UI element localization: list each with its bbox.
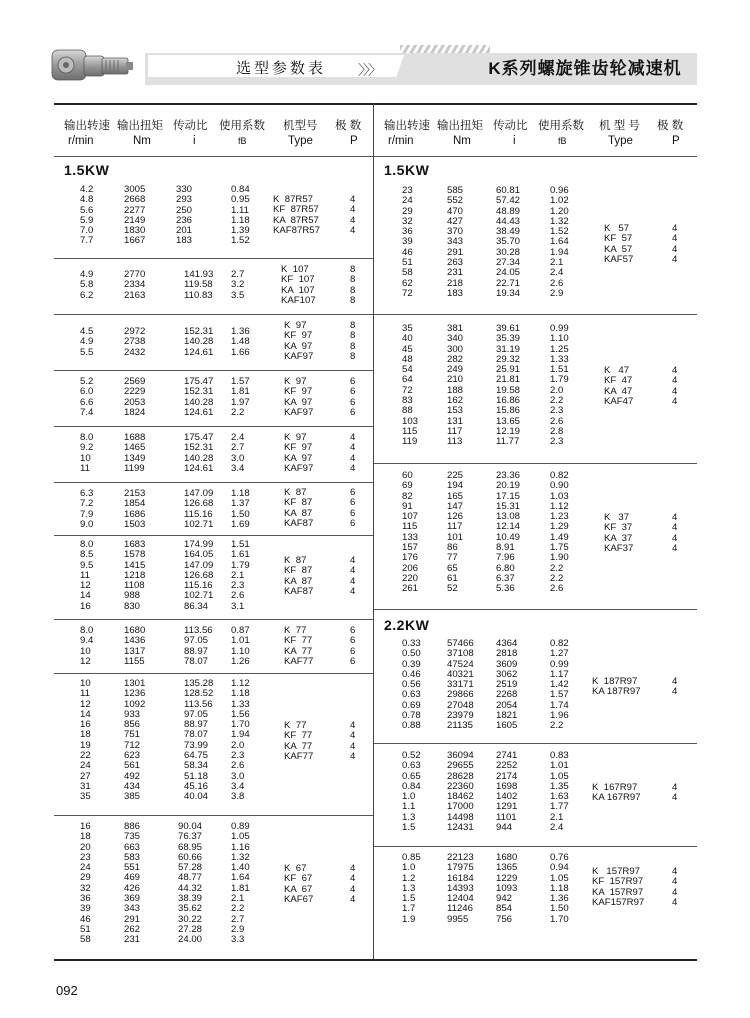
row-divider bbox=[374, 314, 697, 315]
speed-header: 输出转速 bbox=[384, 120, 430, 132]
speed-cell: 0.52 0.63 0.65 0.84 1.0 1.1 1.3 1.5 bbox=[402, 750, 421, 834]
model-cell: K 97 KF 97 KA 97 KAF97 bbox=[284, 432, 314, 474]
poles-cell: 4 4 4 4 bbox=[672, 365, 678, 407]
factor-header: 使用系数 bbox=[219, 120, 265, 132]
power-heading: 2.2KW bbox=[384, 617, 430, 633]
model-cell: K 157R97 KF 157R97 KA 157R97 KAF157R97 bbox=[592, 866, 645, 908]
torque-header: 输出扭矩 bbox=[437, 120, 483, 132]
torque-cell: 36094 29655 28628 22360 18462 17000 14498 12431 bbox=[447, 750, 474, 834]
poles-cell: 6 6 6 6 bbox=[350, 376, 356, 418]
speed-cell: 35 40 45 48 54 64 72 83 88 103 115 119 bbox=[402, 323, 419, 448]
poles-cell: 6 6 6 6 bbox=[350, 625, 356, 667]
model-header: 机 型 号 bbox=[599, 120, 640, 132]
ratio-cell: 39.61 35.39 31.19 29.32 25.91 21.81 19.58 16.86 15.86 13.65 12.19 11.77 bbox=[496, 323, 521, 448]
speed-header: 输出转速 bbox=[64, 120, 110, 132]
factor-cell: 1.57 1.81 1.97 2.2 bbox=[231, 376, 250, 418]
power-heading: 1.5KW bbox=[384, 162, 430, 178]
ratio-cell: 135.28 128.52 113.56 97.05 88.97 78.07 73.99 64.75 58.34 51.18 45.16 40.04 bbox=[184, 678, 214, 803]
poles-unit: P bbox=[672, 135, 680, 147]
row-divider bbox=[54, 673, 373, 674]
factor-cell: 2.4 2.7 3.0 3.4 bbox=[231, 432, 245, 474]
torque-cell: 57466 37108 47524 40321 33171 29866 27048 23979 21135 bbox=[447, 638, 474, 732]
ratio-header: 传动比 bbox=[173, 120, 208, 132]
factor-cell: 0.96 1.02 1.20 1.32 1.52 1.64 1.94 2.1 2.4 2.6 2.9 bbox=[550, 185, 569, 299]
model-cell: K 67 KF 67 KA 67 KAF67 bbox=[284, 863, 314, 905]
speed-cell: 8.0 8.5 9.5 11 12 14 16 bbox=[80, 539, 94, 612]
model-cell: K 87 KF 87 KA 87 KAF87 bbox=[284, 555, 314, 597]
ratio-header: 传动比 bbox=[493, 120, 528, 132]
speed-cell: 4.5 4.9 5.5 bbox=[80, 326, 94, 358]
factor-cell: 0.99 1.10 1.25 1.33 1.51 1.79 2.0 2.2 2.3 2.6 2.8 2.3 bbox=[550, 323, 569, 448]
poles-cell: 6 6 6 6 bbox=[350, 487, 356, 529]
header-divider bbox=[54, 156, 697, 157]
ratio-cell: 152.31 140.28 124.61 bbox=[184, 326, 214, 358]
gear-reducer-logo bbox=[50, 42, 135, 84]
ratio-cell: 2741 2252 2174 1698 1402 1291 1101 944 bbox=[496, 750, 518, 834]
model-cell: K 77 KF 77 KA 77 KAF77 bbox=[284, 720, 314, 762]
speed-cell: 16 18 20 23 24 29 32 36 39 46 51 58 bbox=[80, 821, 91, 946]
model-unit: Type bbox=[288, 135, 313, 147]
page-number: 092 bbox=[56, 983, 78, 998]
torque-cell: 225 194 165 147 126 117 101 86 77 65 61 52 bbox=[447, 470, 464, 595]
model-cell: K 87 KF 87 KA 87 KAF87 bbox=[284, 487, 314, 529]
factor-cell: 1.51 1.61 1.79 2.1 2.3 2.6 3.1 bbox=[231, 539, 250, 612]
speed-cell: 0.85 1.0 1.2 1.3 1.5 1.7 1.9 bbox=[402, 852, 421, 925]
torque-cell: 1688 1465 1349 1199 bbox=[124, 432, 146, 474]
row-divider bbox=[54, 258, 373, 259]
row-divider bbox=[374, 463, 697, 464]
series-title: K系列螺旋锥齿轮减速机 bbox=[488, 59, 682, 78]
ratio-unit: i bbox=[193, 135, 196, 147]
power-heading: 1.5KW bbox=[64, 162, 110, 178]
model-header: 机型号 bbox=[283, 120, 318, 132]
torque-cell: 585 552 470 427 370 343 291 263 231 218 183 bbox=[447, 185, 464, 299]
ratio-unit: i bbox=[513, 135, 516, 147]
model-cell: K 107 KF 107 KA 107 KAF107 bbox=[281, 264, 316, 306]
row-divider bbox=[374, 846, 697, 847]
row-divider bbox=[54, 426, 373, 427]
model-cell: K 97 KF 97 KA 97 KAF97 bbox=[284, 376, 314, 418]
factor-cell: 0.84 0.95 1.11 1.18 1.39 1.52 bbox=[231, 184, 250, 247]
factor-cell: 0.87 1.01 1.10 1.26 bbox=[231, 625, 250, 667]
model-unit: Type bbox=[608, 135, 633, 147]
model-cell: K 57 KF 57 KA 57 KAF57 bbox=[604, 223, 634, 265]
factor-cell: 1.18 1.37 1.50 1.69 bbox=[231, 488, 250, 530]
torque-cell: 2770 2334 2163 bbox=[124, 269, 146, 301]
model-cell: K 187R97 KA 187R97 bbox=[592, 676, 641, 698]
page-title: 选型参数表 bbox=[236, 60, 327, 77]
poles-cell: 4 4 4 4 bbox=[672, 512, 678, 554]
torque-cell: 2153 1854 1686 1503 bbox=[124, 488, 146, 530]
torque-cell: 2569 2229 2053 1824 bbox=[124, 376, 146, 418]
factor-cell: 0.83 1.01 1.05 1.35 1.63 1.77 2.1 2.4 bbox=[550, 750, 569, 834]
row-divider bbox=[54, 370, 373, 371]
poles-cell: 4 4 bbox=[672, 676, 678, 698]
poles-cell: 4 4 4 4 bbox=[350, 720, 356, 762]
ratio-cell: 23.36 20.19 17.15 15.31 13.08 12.14 10.49 8.91 7.96 6.80 6.37 5.36 bbox=[496, 470, 521, 595]
ratio-cell: 90.04 76.37 68.95 60.66 57.28 48.77 44.32 38.39 35.62 30.22 27.28 24.00 bbox=[178, 821, 203, 946]
speed-unit: r/min bbox=[68, 135, 94, 147]
factor-cell: 1.12 1.18 1.33 1.56 1.70 1.94 2.0 2.3 2.6 3.0 3.4 3.8 bbox=[231, 678, 250, 803]
ratio-cell: 175.47 152.31 140.28 124.61 bbox=[184, 376, 214, 418]
speed-cell: 0.33 0.50 0.39 0.46 0.56 0.63 0.69 0.78 0.88 bbox=[402, 638, 421, 732]
chevron-right-icon: 〉〉〉 bbox=[358, 62, 380, 78]
model-cell: K 47 KF 47 KA 47 KAF47 bbox=[604, 365, 634, 407]
speed-unit: r/min bbox=[388, 135, 414, 147]
poles-cell: 4 4 4 4 bbox=[672, 866, 678, 908]
torque-header: 输出扭矩 bbox=[117, 120, 163, 132]
ratio-cell: 4364 2818 3609 3062 2519 2268 2054 1821 1605 bbox=[496, 638, 518, 732]
ratio-cell: 60.81 57.42 48.89 44.43 38.49 35.70 30.28 27.34 24.05 22.71 19.34 bbox=[496, 185, 521, 299]
factor-cell: 0.82 1.27 0.99 1.17 1.42 1.57 1.74 1.96 2.2 bbox=[550, 638, 569, 732]
poles-header: 极 数 bbox=[335, 120, 362, 132]
poles-cell: 4 4 4 4 bbox=[350, 863, 356, 905]
row-divider bbox=[54, 314, 373, 315]
poles-header: 极 数 bbox=[657, 120, 684, 132]
model-cell: K 87R57 KF 87R57 KA 87R57 KAF87R57 bbox=[273, 194, 320, 236]
factor-unit: fB bbox=[238, 136, 247, 146]
poles-cell: 8 8 8 8 bbox=[350, 320, 356, 362]
speed-cell: 23 24 29 32 36 39 46 51 58 62 72 bbox=[402, 185, 413, 299]
speed-cell: 4.2 4.8 5.6 5.9 7.0 7.7 bbox=[80, 184, 94, 247]
row-divider bbox=[54, 482, 373, 483]
ratio-cell: 113.56 97.05 88.97 78.07 bbox=[184, 625, 213, 667]
torque-cell: 381 340 300 282 249 210 188 162 153 131 117 113 bbox=[447, 323, 464, 448]
row-divider bbox=[54, 815, 373, 816]
row-divider bbox=[54, 535, 373, 536]
poles-cell: 4 4 4 4 bbox=[350, 194, 356, 236]
model-cell: K 77 KF 77 KA 77 KAF77 bbox=[284, 625, 314, 667]
ratio-cell: 147.09 126.68 115.16 102.71 bbox=[184, 488, 214, 530]
model-cell: K 167R97 KA 167R97 bbox=[592, 782, 641, 804]
poles-unit: P bbox=[350, 135, 358, 147]
column-divider bbox=[373, 103, 374, 959]
row-divider bbox=[374, 609, 697, 610]
selection-table bbox=[54, 103, 697, 961]
factor-cell: 0.82 0.90 1.03 1.12 1.23 1.29 1.49 1.75 1.90 2.2 2.2 2.6 bbox=[550, 470, 569, 595]
row-divider bbox=[54, 619, 373, 620]
speed-cell: 6.3 7.2 7.9 9.0 bbox=[80, 488, 94, 530]
torque-cell: 22123 17975 16184 14393 12404 11246 9955 bbox=[447, 852, 474, 925]
torque-cell: 886 735 663 583 551 469 426 369 343 291 262 231 bbox=[124, 821, 141, 946]
speed-cell: 5.2 6.0 6.6 7.4 bbox=[80, 376, 94, 418]
ratio-cell: 174.99 164.05 147.09 126.68 115.16 102.71 86.34 bbox=[184, 539, 214, 612]
header-stripes bbox=[400, 45, 490, 53]
row-divider bbox=[374, 743, 697, 744]
torque-cell: 1680 1436 1317 1155 bbox=[124, 625, 146, 667]
model-cell: K 97 KF 97 KA 97 KAF97 bbox=[284, 320, 314, 362]
torque-cell: 2972 2738 2432 bbox=[124, 326, 146, 358]
speed-cell: 8.0 9.4 10 12 bbox=[80, 625, 94, 667]
speed-cell: 8.0 9.2 10 11 bbox=[80, 432, 94, 474]
poles-cell: 8 8 8 8 bbox=[350, 264, 356, 306]
factor-cell: 0.89 1.05 1.16 1.32 1.40 1.64 1.81 2.1 2.2 2.7 2.9 3.3 bbox=[231, 821, 250, 946]
factor-header: 使用系数 bbox=[538, 120, 584, 132]
poles-cell: 4 4 bbox=[672, 782, 678, 804]
ratio-cell: 141.93 119.58 110.83 bbox=[184, 269, 214, 301]
factor-cell: 2.7 3.2 3.5 bbox=[231, 269, 245, 301]
ratio-cell: 175.47 152.31 140.28 124.61 bbox=[184, 432, 214, 474]
factor-cell: 1.36 1.48 1.66 bbox=[231, 326, 250, 358]
torque-unit: Nm bbox=[133, 135, 151, 147]
poles-cell: 4 4 4 4 bbox=[350, 555, 356, 597]
speed-cell: 10 11 12 14 16 18 19 22 24 27 31 35 bbox=[80, 678, 91, 803]
factor-unit: fB bbox=[558, 136, 567, 146]
speed-cell: 60 69 82 91 107 115 133 157 176 206 220 261 bbox=[402, 470, 419, 595]
ratio-cell: 1680 1365 1229 1093 942 854 756 bbox=[496, 852, 518, 925]
torque-cell: 1683 1578 1415 1218 1108 988 830 bbox=[124, 539, 146, 612]
factor-cell: 0.76 0.94 1.05 1.18 1.36 1.50 1.70 bbox=[550, 852, 569, 925]
model-cell: K 37 KF 37 KA 37 KAF37 bbox=[604, 512, 634, 554]
poles-cell: 4 4 4 4 bbox=[672, 223, 678, 265]
torque-cell: 1301 1236 1092 933 856 751 712 623 561 492 434 385 bbox=[124, 678, 146, 803]
poles-cell: 4 4 4 4 bbox=[350, 432, 356, 474]
torque-unit: Nm bbox=[453, 135, 471, 147]
ratio-cell: 330 293 250 236 201 183 bbox=[176, 184, 193, 247]
speed-cell: 4.9 5.8 6.2 bbox=[80, 269, 94, 301]
torque-cell: 3005 2668 2277 2149 1830 1667 bbox=[124, 184, 146, 247]
